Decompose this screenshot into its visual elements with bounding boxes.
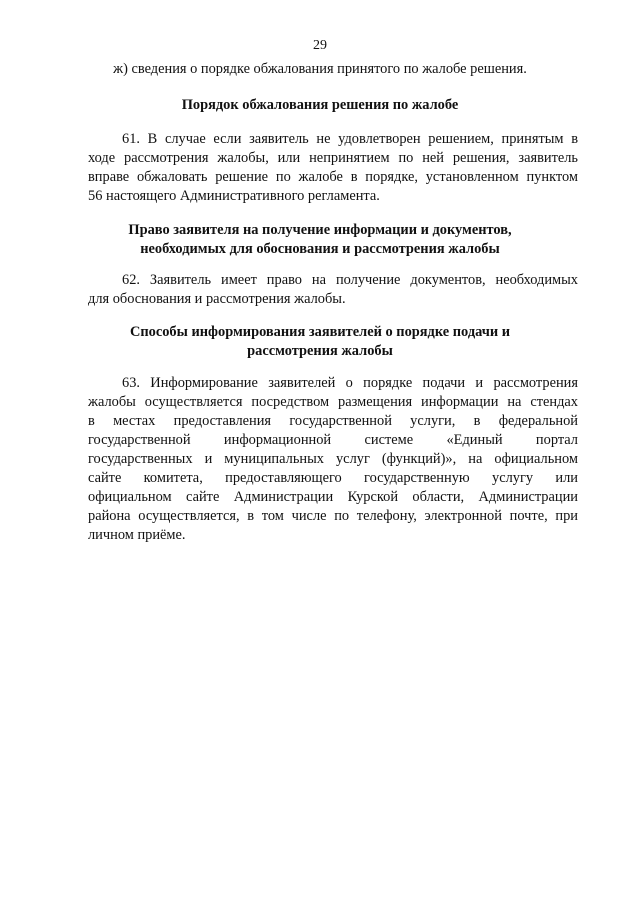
paragraph-line: ходе рассмотрения жалобы, или непринятием по ней решения, заявитель [88,150,578,166]
paragraph-line: официальном сайте Администрации Курской области, Администрации [88,489,578,505]
section-heading: необходимых для обоснования и рассмотрения жалобы [140,241,500,257]
paragraph-line: сайте комитета, предоставляющего государственную услугу или [88,470,578,486]
paragraph-line: личном приёме. [88,527,186,543]
paragraph-line: жалобы осуществляется посредством размещения информации на стендах [88,394,578,410]
paragraph-line: 56 настоящего Административного регламента. [88,188,380,204]
section-heading: Способы информирования заявителей о порядке подачи и [129,324,511,340]
paragraph-line: вправе обжаловать решение по жалобе в порядке, установленном пунктом [88,169,578,185]
item-zh: ж) сведения о порядке обжалования принятого по жалобе решения. [113,61,527,77]
section-heading: рассмотрения жалобы [247,343,393,359]
paragraph-line: 62. Заявитель имеет право на получение документов, необходимых [122,272,578,288]
paragraph-line: государственной информационной системе «Единый портал [88,432,578,448]
paragraph-line: государственных и муниципальных услуг (функций)», на официальном [88,451,578,467]
paragraph-line: района осуществляется, в том числе по телефону, электронной почте, при [88,508,578,524]
paragraph-line: для обоснования и рассмотрения жалобы. [88,291,346,307]
section-heading: Порядок обжалования решения по жалобе [181,97,459,113]
paragraph-line: 63. Информирование заявителей о порядке подачи и рассмотрения [122,375,578,391]
paragraph-line: 61. В случае если заявитель не удовлетворен решением, принятым в [122,131,578,147]
page-number: 29 [313,38,327,53]
section-heading: Право заявителя на получение информации и документов, [128,222,512,238]
paragraph-line: в местах предоставления государственной услуги, в федеральной [88,413,578,429]
